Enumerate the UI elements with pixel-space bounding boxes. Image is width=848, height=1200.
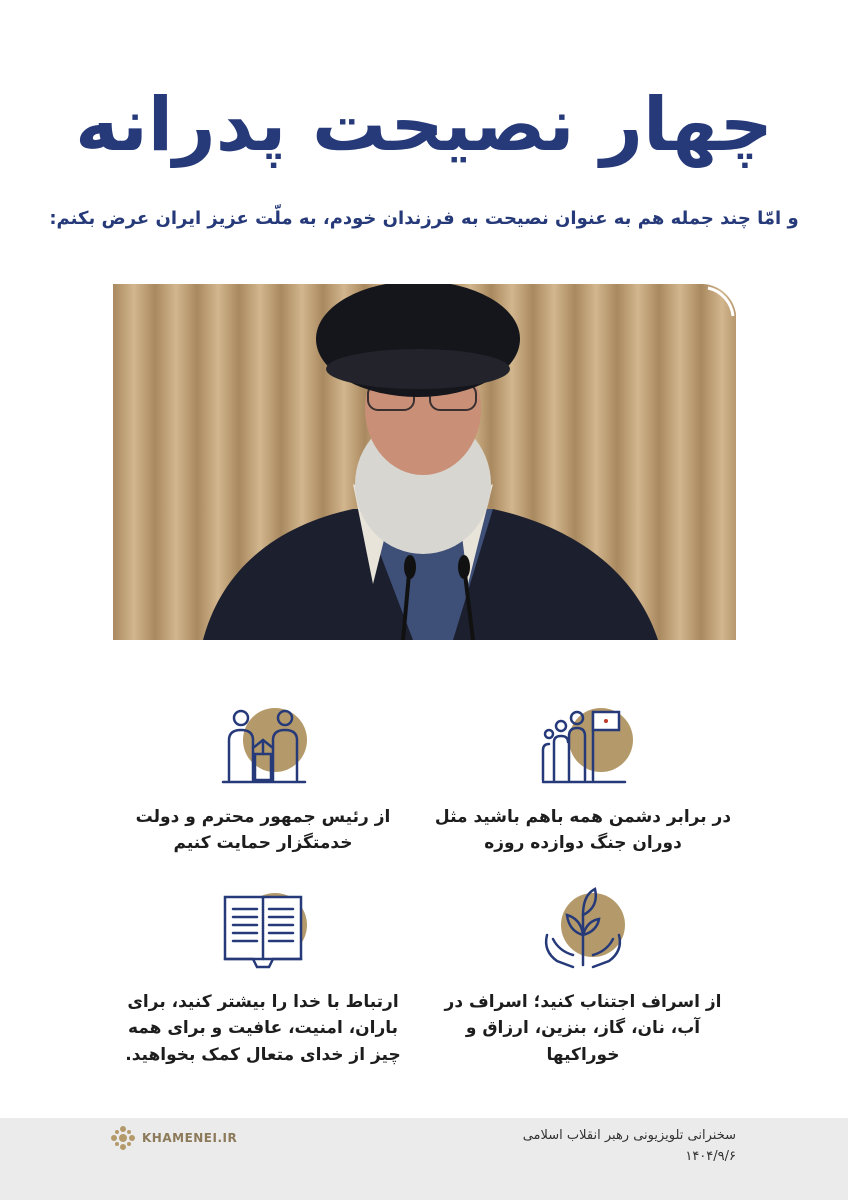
advice-item [113,700,413,857]
speaker-photo [113,284,736,640]
advice-text: در برابر دشمن همه باهم باشید مثل دوران جنگ دوازده روزه [434,807,732,854]
advice-item [113,885,413,1068]
open-book-icon [213,885,313,975]
source-caption: سخنرانی تلویزیونی رهبر انقلاب اسلامی [522,1128,736,1143]
source-date: ۱۴۰۴/۹/۶ [685,1148,736,1164]
advice-item [433,700,733,857]
advice-item [433,885,733,1068]
cooperation-people-icon [213,700,313,790]
plant-in-hands-icon [533,885,633,975]
advice-text: ارتباط با خدا را بیشتر کنید، برای باران، امنیت، عافیت و برای همه چیز از خدای متعال کمک بخواهید. [125,992,401,1065]
logo-emblem-icon [110,1125,136,1151]
logo-text: KHAMENEI.IR [142,1131,238,1145]
page-title: چهار نصیحت پدرانه [75,82,773,168]
footer [0,1118,848,1200]
page-subtitle: و امّا چند جمله هم به عنوان نصیحت به فرزندان خودم، به ملّت عزیز ایران عرض بکنم: [49,208,799,229]
khamenei-logo[interactable] [110,1125,237,1151]
advice-text: از اسراف اجتناب کنید؛ اسراف در آب، نان، گاز، بنزین، ارزاق و خوراکیها [444,992,722,1065]
people-with-flag-icon [533,700,633,790]
advice-grid [113,700,736,1080]
advice-text: از رئیس جمهور محترم و دولت خدمتگزار حمایت کنیم [135,807,391,854]
source-block [523,1126,736,1168]
